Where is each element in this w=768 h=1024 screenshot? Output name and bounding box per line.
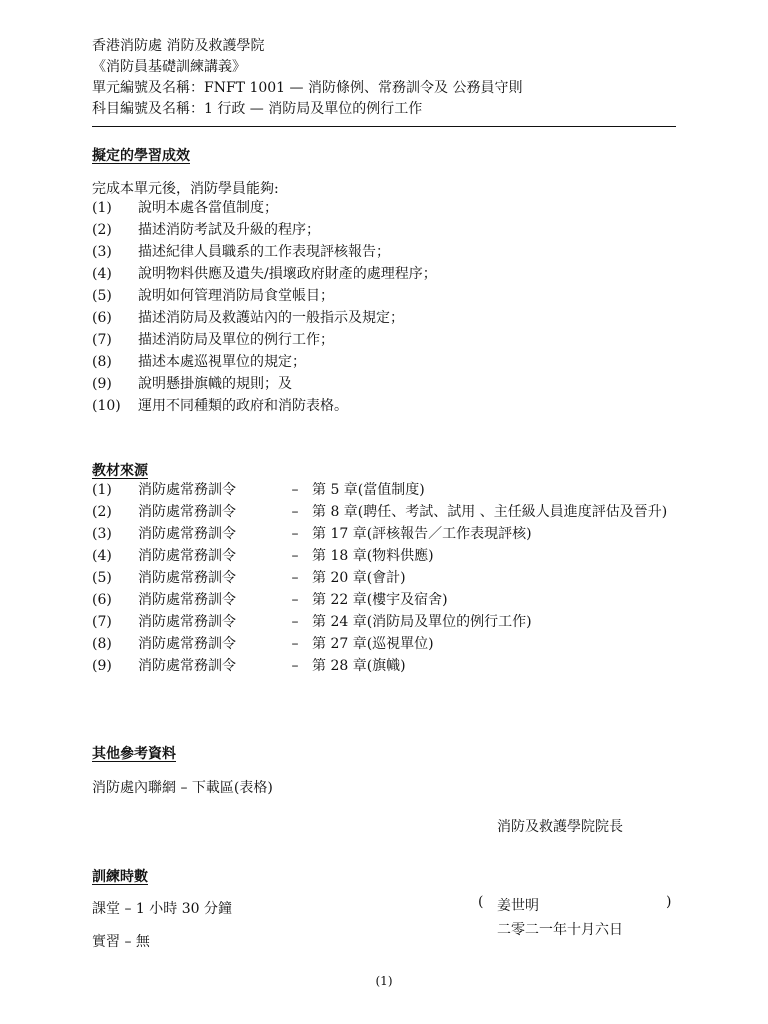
header-divider xyxy=(92,126,676,127)
item-number: (8) xyxy=(92,636,112,652)
header-subject: 科目編號及名稱：1 行政 — 消防局及單位的例行工作 xyxy=(92,101,423,117)
header-institution: 香港消防處 消防及救護學院 xyxy=(92,38,265,54)
header-unit: 單元編號及名稱：FNFT 1001 — 消防條例、常務訓令及 公務員守則 xyxy=(92,80,523,96)
source-document: 消防處常務訓令 xyxy=(138,614,236,630)
list-item xyxy=(92,655,682,677)
item-number: (4) xyxy=(92,266,112,282)
training-hours-title: 訓練時數 xyxy=(92,869,148,885)
document-header xyxy=(92,36,676,120)
item-text: 說明本處各當值制度； xyxy=(138,200,278,216)
source-dash: – xyxy=(291,658,299,674)
item-number: (7) xyxy=(92,614,112,630)
signature-open-paren: ( xyxy=(478,894,484,910)
item-text: 運用不同種類的政府和消防表格。 xyxy=(138,398,348,414)
source-chapter: 第 27 章(巡視單位) xyxy=(312,636,434,652)
list-item xyxy=(92,523,682,545)
source-document: 消防處常務訓令 xyxy=(138,482,236,498)
list-item xyxy=(92,395,682,417)
source-document: 消防處常務訓令 xyxy=(138,570,236,586)
teaching-sources-list xyxy=(92,479,682,677)
list-item xyxy=(92,285,682,307)
list-item xyxy=(92,611,682,633)
source-dash: – xyxy=(291,592,299,608)
source-document: 消防處常務訓令 xyxy=(138,504,236,520)
signature-date: 二零二一年十月六日 xyxy=(497,922,623,938)
signatory-role: 消防及救護學院院長 xyxy=(497,819,623,835)
source-dash: – xyxy=(291,570,299,586)
header-handbook-title: 《消防員基礎訓練講義》 xyxy=(92,59,246,75)
source-document: 消防處常務訓令 xyxy=(138,548,236,564)
list-item xyxy=(92,545,682,567)
item-text: 說明懸掛旗幟的規則；及 xyxy=(138,376,292,392)
list-item xyxy=(92,501,682,523)
other-references-text: 消防處內聯網 – 下載區(表格) xyxy=(92,780,273,796)
signatory-name: 姜世明 xyxy=(497,898,539,914)
list-item xyxy=(92,329,682,351)
item-text: 描述消防考試及升級的程序； xyxy=(138,222,320,238)
list-item xyxy=(92,589,682,611)
source-chapter: 第 18 章(物料供應) xyxy=(312,548,434,564)
source-chapter: 第 8 章(聘任、考試、試用 、主任級人員進度評估及晉升) xyxy=(312,504,668,520)
item-text: 描述消防局及單位的例行工作； xyxy=(138,332,334,348)
item-number: (3) xyxy=(92,244,112,260)
list-item xyxy=(92,633,682,655)
item-number: (2) xyxy=(92,504,112,520)
source-dash: – xyxy=(291,504,299,520)
item-text: 說明如何管理消防局食堂帳目； xyxy=(138,288,334,304)
source-document: 消防處常務訓令 xyxy=(138,526,236,542)
source-dash: – xyxy=(291,548,299,564)
item-number: (6) xyxy=(92,310,112,326)
source-chapter: 第 28 章(旗幟) xyxy=(312,658,406,674)
list-item xyxy=(92,197,682,219)
item-number: (9) xyxy=(92,376,112,392)
source-document: 消防處常務訓令 xyxy=(138,592,236,608)
learning-outcomes-list xyxy=(92,197,682,417)
item-number: (3) xyxy=(92,526,112,542)
other-references-title: 其他參考資料 xyxy=(92,746,176,762)
source-chapter: 第 22 章(樓宇及宿舍) xyxy=(312,592,448,608)
source-dash: – xyxy=(291,614,299,630)
source-dash: – xyxy=(291,636,299,652)
source-document: 消防處常務訓令 xyxy=(138,636,236,652)
training-practical-hours: 實習 – 無 xyxy=(92,934,150,950)
item-number: (6) xyxy=(92,592,112,608)
source-chapter: 第 5 章(當值制度) xyxy=(312,482,425,498)
source-dash: – xyxy=(291,482,299,498)
teaching-sources-title: 教材來源 xyxy=(92,463,148,479)
learning-outcomes-intro: 完成本單元後，消防學員能夠: xyxy=(92,181,279,197)
list-item xyxy=(92,219,682,241)
learning-outcomes-title: 擬定的學習成效 xyxy=(92,148,190,164)
item-number: (2) xyxy=(92,222,112,238)
item-text: 描述消防局及救護站內的一般指示及規定； xyxy=(138,310,404,326)
source-dash: – xyxy=(291,526,299,542)
item-number: (9) xyxy=(92,658,112,674)
list-item xyxy=(92,567,682,589)
page-number: (1) xyxy=(375,974,393,988)
list-item xyxy=(92,373,682,395)
item-number: (5) xyxy=(92,570,112,586)
item-number: (1) xyxy=(92,482,112,498)
item-text: 說明物料供應及遺失/損壞政府財產的處理程序； xyxy=(138,266,437,282)
item-number: (5) xyxy=(92,288,112,304)
list-item xyxy=(92,307,682,329)
source-chapter: 第 17 章(評核報告／工作表現評核) xyxy=(312,526,532,542)
source-chapter: 第 20 章(會計) xyxy=(312,570,406,586)
item-text: 描述本處巡視單位的規定； xyxy=(138,354,306,370)
item-number: (1) xyxy=(92,200,112,216)
item-text: 描述紀律人員職系的工作表現評核報告； xyxy=(138,244,390,260)
item-number: (7) xyxy=(92,332,112,348)
item-number: (4) xyxy=(92,548,112,564)
item-number: (8) xyxy=(92,354,112,370)
list-item xyxy=(92,263,682,285)
list-item xyxy=(92,351,682,373)
list-item xyxy=(92,479,682,501)
list-item xyxy=(92,241,682,263)
training-lecture-hours: 課堂 – 1 小時 30 分鐘 xyxy=(92,901,232,917)
item-number: (10) xyxy=(92,398,121,414)
signature-close-paren: ) xyxy=(666,894,672,910)
source-chapter: 第 24 章(消防局及單位的例行工作) xyxy=(312,614,532,630)
source-document: 消防處常務訓令 xyxy=(138,658,236,674)
